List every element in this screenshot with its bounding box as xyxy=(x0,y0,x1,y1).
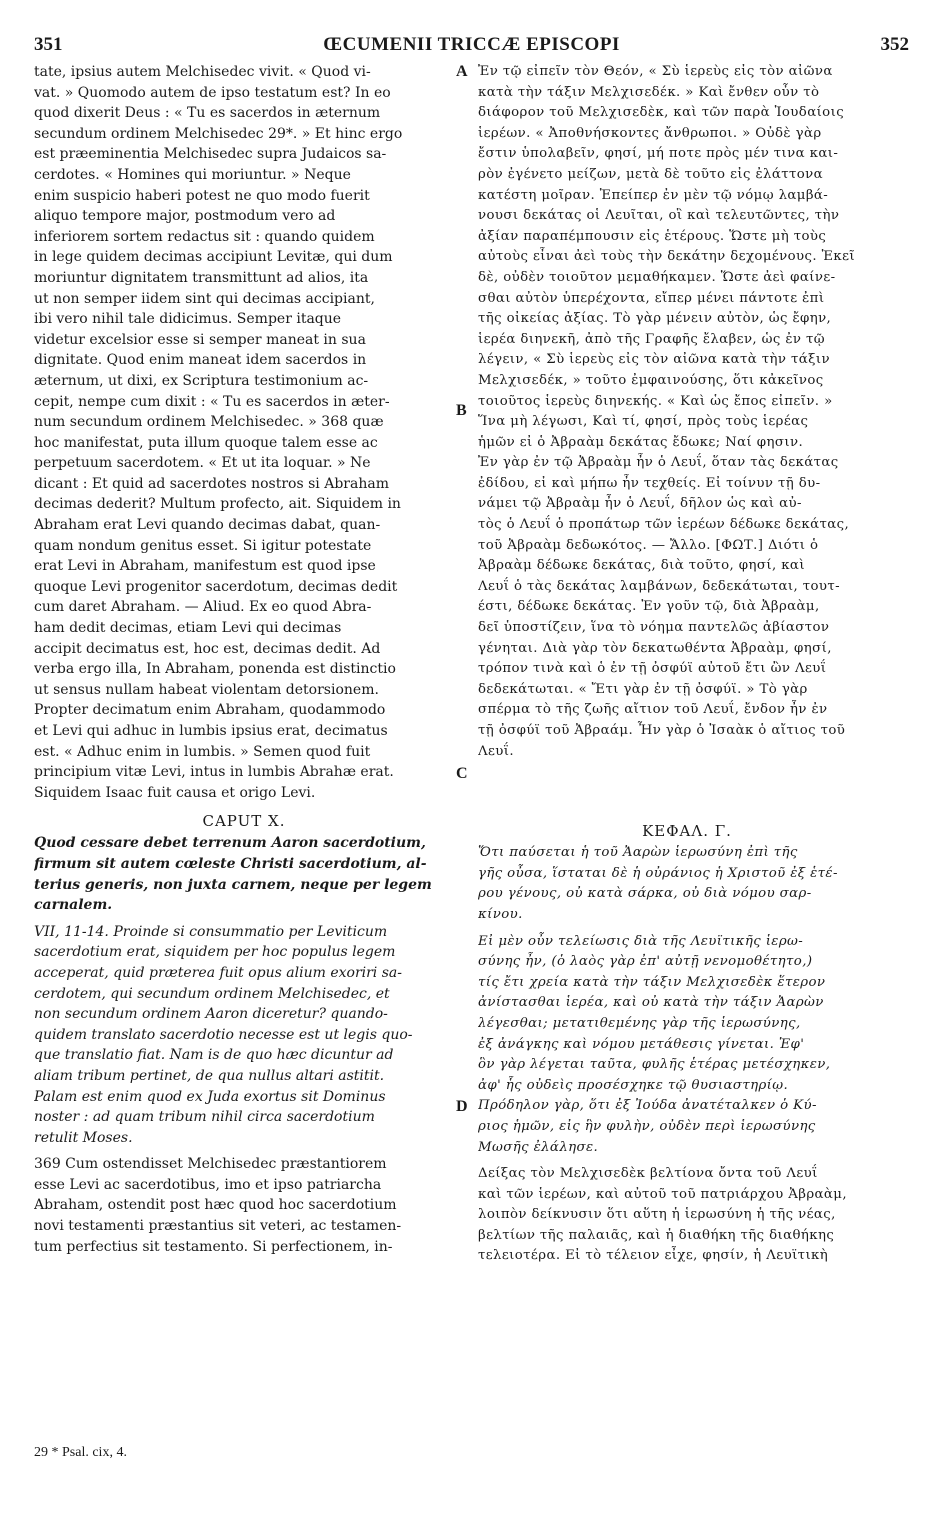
text-line: 369 Cum ostendisset Melchisedec præstantiorem xyxy=(34,1156,387,1173)
text-line: γένηται. Διὰ γὰρ τὸν δεκατωθέντα Ἀβραὰμ, φησί, xyxy=(478,640,832,656)
text-line: Ἐν τῷ εἰπεῖν τὸν Θεόν, « Σὺ ἱερεὺς εἰς τὸν αἰῶνα xyxy=(478,64,833,79)
text-line: ibi vero nihil tale didicimus. Semper itaque xyxy=(34,311,342,328)
footnote: 29 * Psal. cix, 4. xyxy=(34,1445,127,1460)
text-line: τρόπον τινὰ καὶ ὁ ἐν τῇ ὀσφύϊ αὐτοῦ ἔτι ὢν Λευΐ xyxy=(478,661,827,677)
text-line: erat Levi in Abraham, manifestum est quod ipse xyxy=(34,558,376,575)
text-line: έστι, δέδωκε δεκάτας. Ἐν γοῦν τῷ, διὰ Ἀβραὰμ, xyxy=(478,599,820,615)
latin-chapter-title: CAPUT X. xyxy=(202,812,286,831)
text-line: ρου γένους, οὐ κατὰ σάρκα, οὐ διὰ νόμου σαρ- xyxy=(478,886,812,902)
text-line: tum perfectius sit testamento. Si perfectionem, in- xyxy=(34,1238,393,1255)
greek-column xyxy=(478,62,896,1267)
text-line: VII, 11-14. Proinde si consummatio per Leviticum xyxy=(34,923,388,940)
text-line: ἔστιν ὑπολαβεῖν, φησί, μή ποτε πρὸς μέν τινα και- xyxy=(478,146,839,162)
text-line: noster : ad quam tribum nihil circa sacerdotium xyxy=(34,1109,375,1126)
text-line: enim suspicio haberi potest ne quo modo fuerit xyxy=(34,187,370,204)
text-line: ut non semper iidem sint qui decimas accipiant, xyxy=(34,290,375,307)
text-line: hoc manifestat, puta illum quoque talem esse ac xyxy=(34,434,378,451)
text-line: ριος ἡμῶν, εἰς ἣν φυλὴν, οὐδὲν περὶ ἱερωσύνης xyxy=(478,1118,816,1134)
text-line: Λευΐ. xyxy=(478,743,515,759)
text-line: ἀξίαν παραπέμπουσιν εἰς ἑτέρους. Ὥστε μὴ τοὺς xyxy=(478,228,827,244)
text-line: λέγειν, « Σὺ ἱερεὺς εἰς τὸν αἰῶνα κατὰ τὴν τάξιν xyxy=(478,352,830,368)
text-line: τὸς ὁ Λευΐ ὁ προπάτωρ τῶν ἱερέων δέδωκε δεκάτας, xyxy=(478,517,850,533)
text-line: τελειοτέρα. Εἰ τὸ τέλειον εἶχε, φησίν, ἡ Λευϊτικὴ xyxy=(478,1248,829,1264)
text-line: ρὸν ἐγένετο μείζων, μετὰ δὲ τοῦτο εἰς ἐλάττονα xyxy=(478,166,823,182)
text-line: γῆς οὖσα, ἵσταται δὲ ἡ οὐράνιος ἡ Χριστοῦ ἐξ ἑτέ- xyxy=(478,865,838,881)
text-line: quam nondum genitus esset. Si igitur potestate xyxy=(34,537,372,554)
margin-marker-a: A xyxy=(456,63,468,80)
text-line: accipit decimatus est, hoc est, decimas dedit. Ad xyxy=(34,640,381,657)
text-line: κατὰ τὴν τάξιν Μελχισεδέκ. » Καὶ ἔνθεν οὖν τὸ xyxy=(478,84,820,100)
text-line: quoque Levi progenitor sacerdotum, decimas dedit xyxy=(34,578,398,595)
text-line: novi testamenti præstantius sit veteri, ac testamen- xyxy=(34,1218,402,1235)
text-line: cerdotes. « Homines qui moriuntur. » Neque xyxy=(34,166,351,183)
text-line: τοιοῦτος ἱερεὺς διηνεκής. « Καὶ ὡς ἔπος εἰπεῖν. » xyxy=(478,393,833,409)
text-line: cerdotem, qui secundum ordinem Melchisedec, et xyxy=(34,985,390,1002)
greek-chapter-title: ΚΕΦΑΛ. Γ. xyxy=(642,822,732,841)
text-line: perpetuum sacerdotem. « Et ut ita loquar. » Ne xyxy=(34,455,371,472)
text-line: Propter decimatum enim Abraham, quodammodo xyxy=(34,702,386,719)
text-line: que translatio fiat. Nam is de quo hæc dicuntur ad xyxy=(34,1047,394,1064)
latin-commentary-continuation xyxy=(34,1154,454,1257)
latin-column xyxy=(34,62,454,1257)
text-line: νουσι δεκάτας οἱ Λευῖται, οἳ καὶ τελευτῶντες, τὴν xyxy=(478,208,840,224)
text-line: ἀνίστασθαι ἱερέα, καὶ οὐ κατὰ τὴν τάξιν Ἀαρὼν xyxy=(478,995,824,1011)
latin-main-text xyxy=(34,62,454,803)
text-line: dicant : Et quid ad sacerdotes nostros si Abraham xyxy=(34,475,389,492)
text-line: τίς ἔτι χρεία κατὰ τὴν τάξιν Μελχισεδὲκ ἕτερον xyxy=(478,974,826,990)
text-line: ut sensus nullam habeat violentam detorsionem. xyxy=(34,681,379,698)
text-line: σθαι αὐτὸν ὑπερέχοντα, εἴπερ μένει πάντοτε ἐπὶ xyxy=(478,290,825,306)
text-line: firmum sit autem cœleste Christi sacerdotium, al- xyxy=(34,855,427,872)
text-line: δεδεκάτωται. « Ἔτι γὰρ ἐν τῇ ὀσφύϊ. » Τὸ γὰρ xyxy=(478,681,808,697)
text-line: cepit, nempe cum dixit : « Tu es sacerdos in æter- xyxy=(34,393,390,410)
text-line: terius generis, non juxta carnem, neque per legem xyxy=(34,876,432,893)
text-line: Palam est enim quod ex Juda exortus sit Dominus xyxy=(34,1088,386,1105)
text-line: vat. » Quomodo autem de ipso testatum est? In eo xyxy=(34,84,391,101)
text-line: βελτίων τῆς παλαιᾶς, καὶ ἡ διαθήκη τῆς διαθήκης xyxy=(478,1227,835,1243)
text-line: dignitate. Quod enim maneat idem sacerdos in xyxy=(34,352,367,369)
text-line: τῇ ὀσφύϊ τοῦ Ἀβραάμ. Ἦν γὰρ ὁ Ἰσαὰκ ὁ αἴτιος τοῦ xyxy=(478,723,846,738)
text-line: æternum, ut dixi, ex Scriptura testimonium ac- xyxy=(34,372,369,389)
text-line: retulit Moses. xyxy=(34,1129,133,1146)
greek-commentary-continuation xyxy=(478,1164,896,1267)
text-line: quod dixerit Deus : « Tu es sacerdos in æternum xyxy=(34,105,381,122)
text-line: Εἰ μὲν οὖν τελείωσις διὰ τῆς Λευϊτικῆς ἱερω- xyxy=(478,933,804,949)
text-line: secundum ordinem Melchisedec 29*. » Et hinc ergo xyxy=(34,125,403,142)
text-line: Ἵνα μὴ λέγωσι, Καὶ τί, φησί, πρὸς τοὺς ἱερέας xyxy=(478,414,809,430)
text-line: Quod cessare debet terrenum Aaron sacerdotium, xyxy=(34,835,426,852)
latin-chapter-summary xyxy=(34,833,454,915)
text-line: acceperat, quid præterea fuit opus alium exoriri sa- xyxy=(34,964,402,981)
text-line: δὲ, οὐδὲν τοιοῦτον μεμαθήκαμεν. Ὥστε ἀεὶ φαίνε- xyxy=(478,269,836,285)
running-title: ŒCUMENII TRICCÆ EPISCOPI xyxy=(323,34,620,55)
margin-marker-c: C xyxy=(456,765,468,782)
page-number-left: 351 xyxy=(34,34,63,55)
greek-verse-text xyxy=(478,932,896,1159)
text-line: λέγεσθαι; μετατιθεμένης γὰρ τῆς ἱερωσύνης, xyxy=(478,1015,801,1031)
text-line: est præeminentia Melchisedec supra Judaicos sa- xyxy=(34,146,387,163)
text-line: τοῦ Ἀβραὰμ δεδωκότος. — Ἄλλο. [ΦΩΤ.] Διότι ὁ xyxy=(478,537,819,553)
text-line: moriuntur dignitatem transmittunt ad alios, ita xyxy=(34,269,369,286)
text-line: Abraham erat Levi quando decimas dabat, quan- xyxy=(34,517,381,534)
text-line: in lege quidem decimas accipiunt Levitæ, qui dum xyxy=(34,249,393,266)
text-line: esse Levi ac sacerdotibus, imo et ipso patriarcha xyxy=(34,1176,382,1193)
text-line: Siquidem Isaac fuit causa et origo Levi. xyxy=(34,784,316,801)
text-line: Ἀβραὰμ δέδωκε δεκάτας, διὰ τοῦτο, φησί, καὶ xyxy=(478,558,805,574)
text-line: λοιπὸν δείκνυσιν ὅτι αὕτη ἡ ἱερωσύνη ἡ τῆς νέας, xyxy=(478,1207,836,1223)
text-line: verba ergo illa, In Abraham, ponenda est distinctio xyxy=(34,661,396,678)
text-line: ἐξ ἀνάγκης καὶ νόμου μετάθεσις γίνεται. Ἐφ' xyxy=(478,1036,805,1052)
text-line: tate, ipsius autem Melchisedec vivit. « Quod vi- xyxy=(34,64,371,80)
text-line: quidem translato sacerdotio necesse est ut legis quo- xyxy=(34,1026,413,1043)
text-line: decimas dederit? Multum profecto, ait. Siquidem in xyxy=(34,496,401,513)
greek-chapter-summary xyxy=(478,843,896,925)
text-line: Ὅτι παύσεται ἡ τοῦ Ἀαρὼν ἱερωσύνη ἐπὶ τῆς xyxy=(478,845,798,861)
text-line: σπέρμα τὸ τῆς ζωῆς αἴτιον τοῦ Λευΐ, ἔνδον ἦν ἐν xyxy=(478,702,828,718)
text-line: αὐτοὺς εἶναι ἀεὶ τοὺς τὴν δεκάτην δεχομένους. Ἐκεῖ xyxy=(478,249,855,265)
text-line: ὃν γὰρ λέγεται ταῦτα, φυλῆς ἑτέρας μετέσχηκεν, xyxy=(478,1057,831,1073)
text-line: Λευΐ ὁ τὰς δεκάτας λαμβάνων, δεδεκάτωται, τουτ- xyxy=(478,578,840,594)
latin-verse-text xyxy=(34,922,454,1149)
text-line: Μωσῆς ἐλάλησε. xyxy=(478,1139,599,1155)
text-line: ἀφ' ἧς οὐδεὶς προσέσχηκε τῷ θυσιαστηρίῳ. xyxy=(478,1077,789,1093)
text-line: νάμει τῷ Ἀβραὰμ ἦν ὁ Λευΐ, δῆλον ὡς καὶ αὐ- xyxy=(478,496,802,512)
text-line: Ἐν γὰρ ἐν τῷ Ἀβραὰμ ἦν ὁ Λευΐ, ὅταν τὰς δεκάτας xyxy=(478,455,839,471)
text-line: videtur excelsior esse si semper maneat in sua xyxy=(34,331,366,348)
text-line: non secundum ordinem Aaron diceretur? quando- xyxy=(34,1006,388,1023)
text-line: Δείξας τὸν Μελχισεδὲκ βελτίονα ὄντα τοῦ Λευΐ xyxy=(478,1166,818,1182)
text-line: Πρόδηλον γὰρ, ὅτι ἐξ Ἰούδα ἀνατέταλκεν ὁ Κύ- xyxy=(478,1098,817,1114)
text-line: διάφορον τοῦ Μελχισεδὲκ, καὶ τῶν παρὰ Ἰουδαίοις xyxy=(478,105,845,121)
text-line: ἡμῶν εἰ ὁ Ἀβραὰμ δεκάτας ἔδωκε; Ναί φησιν. xyxy=(478,434,804,450)
text-line: est. « Adhuc enim in lumbis. » Semen quod fuit xyxy=(34,743,371,760)
text-line: Μελχισεδέκ, » τοῦτο ἐμφαινούσης, ὅτι κἀκεῖνος xyxy=(478,372,824,388)
text-line: inferiorem sortem redactus sit : quando quidem xyxy=(34,228,375,245)
text-line: δεῖ ὑποστίζειν, ἵνα τὸ νόημα παντελῶς ἀβίαστον xyxy=(478,620,830,636)
text-line: κατέστη μοῖραν. Ἐπείπερ ἐν μὲν τῷ νόμῳ λαμβά- xyxy=(478,187,829,203)
text-line: ἱερέων. « Ἀποθνήσκοντες ἄνθρωποι. » Οὐδὲ γὰρ xyxy=(478,125,822,141)
margin-marker-b: B xyxy=(456,402,467,419)
page-number-right: 352 xyxy=(880,34,909,55)
text-line: καὶ τῶν ἱερέων, καὶ αὐτοῦ τοῦ πατριάρχου Ἀβραὰμ, xyxy=(478,1186,847,1202)
text-line: ham dedit decimas, etiam Levi qui decimas xyxy=(34,620,342,637)
text-line: sacerdotium erat, siquidem per hoc populus legem xyxy=(34,944,396,961)
text-line: aliam tribum pertinet, de qua nullus altari astitit. xyxy=(34,1067,385,1084)
page-header xyxy=(34,34,909,60)
text-line: num secundum ordinem Melchisedec. » 368 quæ xyxy=(34,414,384,431)
text-line: et Levi qui adhuc in lumbis ipsius erat, decimatus xyxy=(34,723,388,739)
text-line: ἐδίδου, εἰ καὶ μήπω ἦν τεχθείς. Εἰ τοίνυν τῇ δυ- xyxy=(478,475,821,491)
text-line: cum daret Abraham. — Aliud. Ex eo quod Abra- xyxy=(34,599,372,616)
text-line: aliquo tempore major, postmodum vero ad xyxy=(34,208,336,225)
text-line: principium vitæ Levi, intus in lumbis Abrahæ erat. xyxy=(34,764,394,781)
text-line: carnalem. xyxy=(34,897,113,914)
greek-main-text xyxy=(478,62,896,762)
margin-marker-d: D xyxy=(456,1098,468,1115)
text-line: Abraham, ostendit post hæc quod hoc sacerdotium xyxy=(34,1197,397,1214)
text-line: κίνου. xyxy=(478,906,523,922)
text-line: τῆς οἰκείας ἀξίας. Τὸ γὰρ μένειν αὐτὸν, ὡς ἔφην, xyxy=(478,311,832,327)
text-line: ἱερέα διηνεκῆ, ἀπὸ τῆς Γραφῆς ἔλαβεν, ὡς ἐν τῷ xyxy=(478,331,826,347)
text-line: σύνης ἦν, (ὁ λαὸς γὰρ ἐπ' αὐτῇ νενομοθέτητο,) xyxy=(478,954,813,970)
